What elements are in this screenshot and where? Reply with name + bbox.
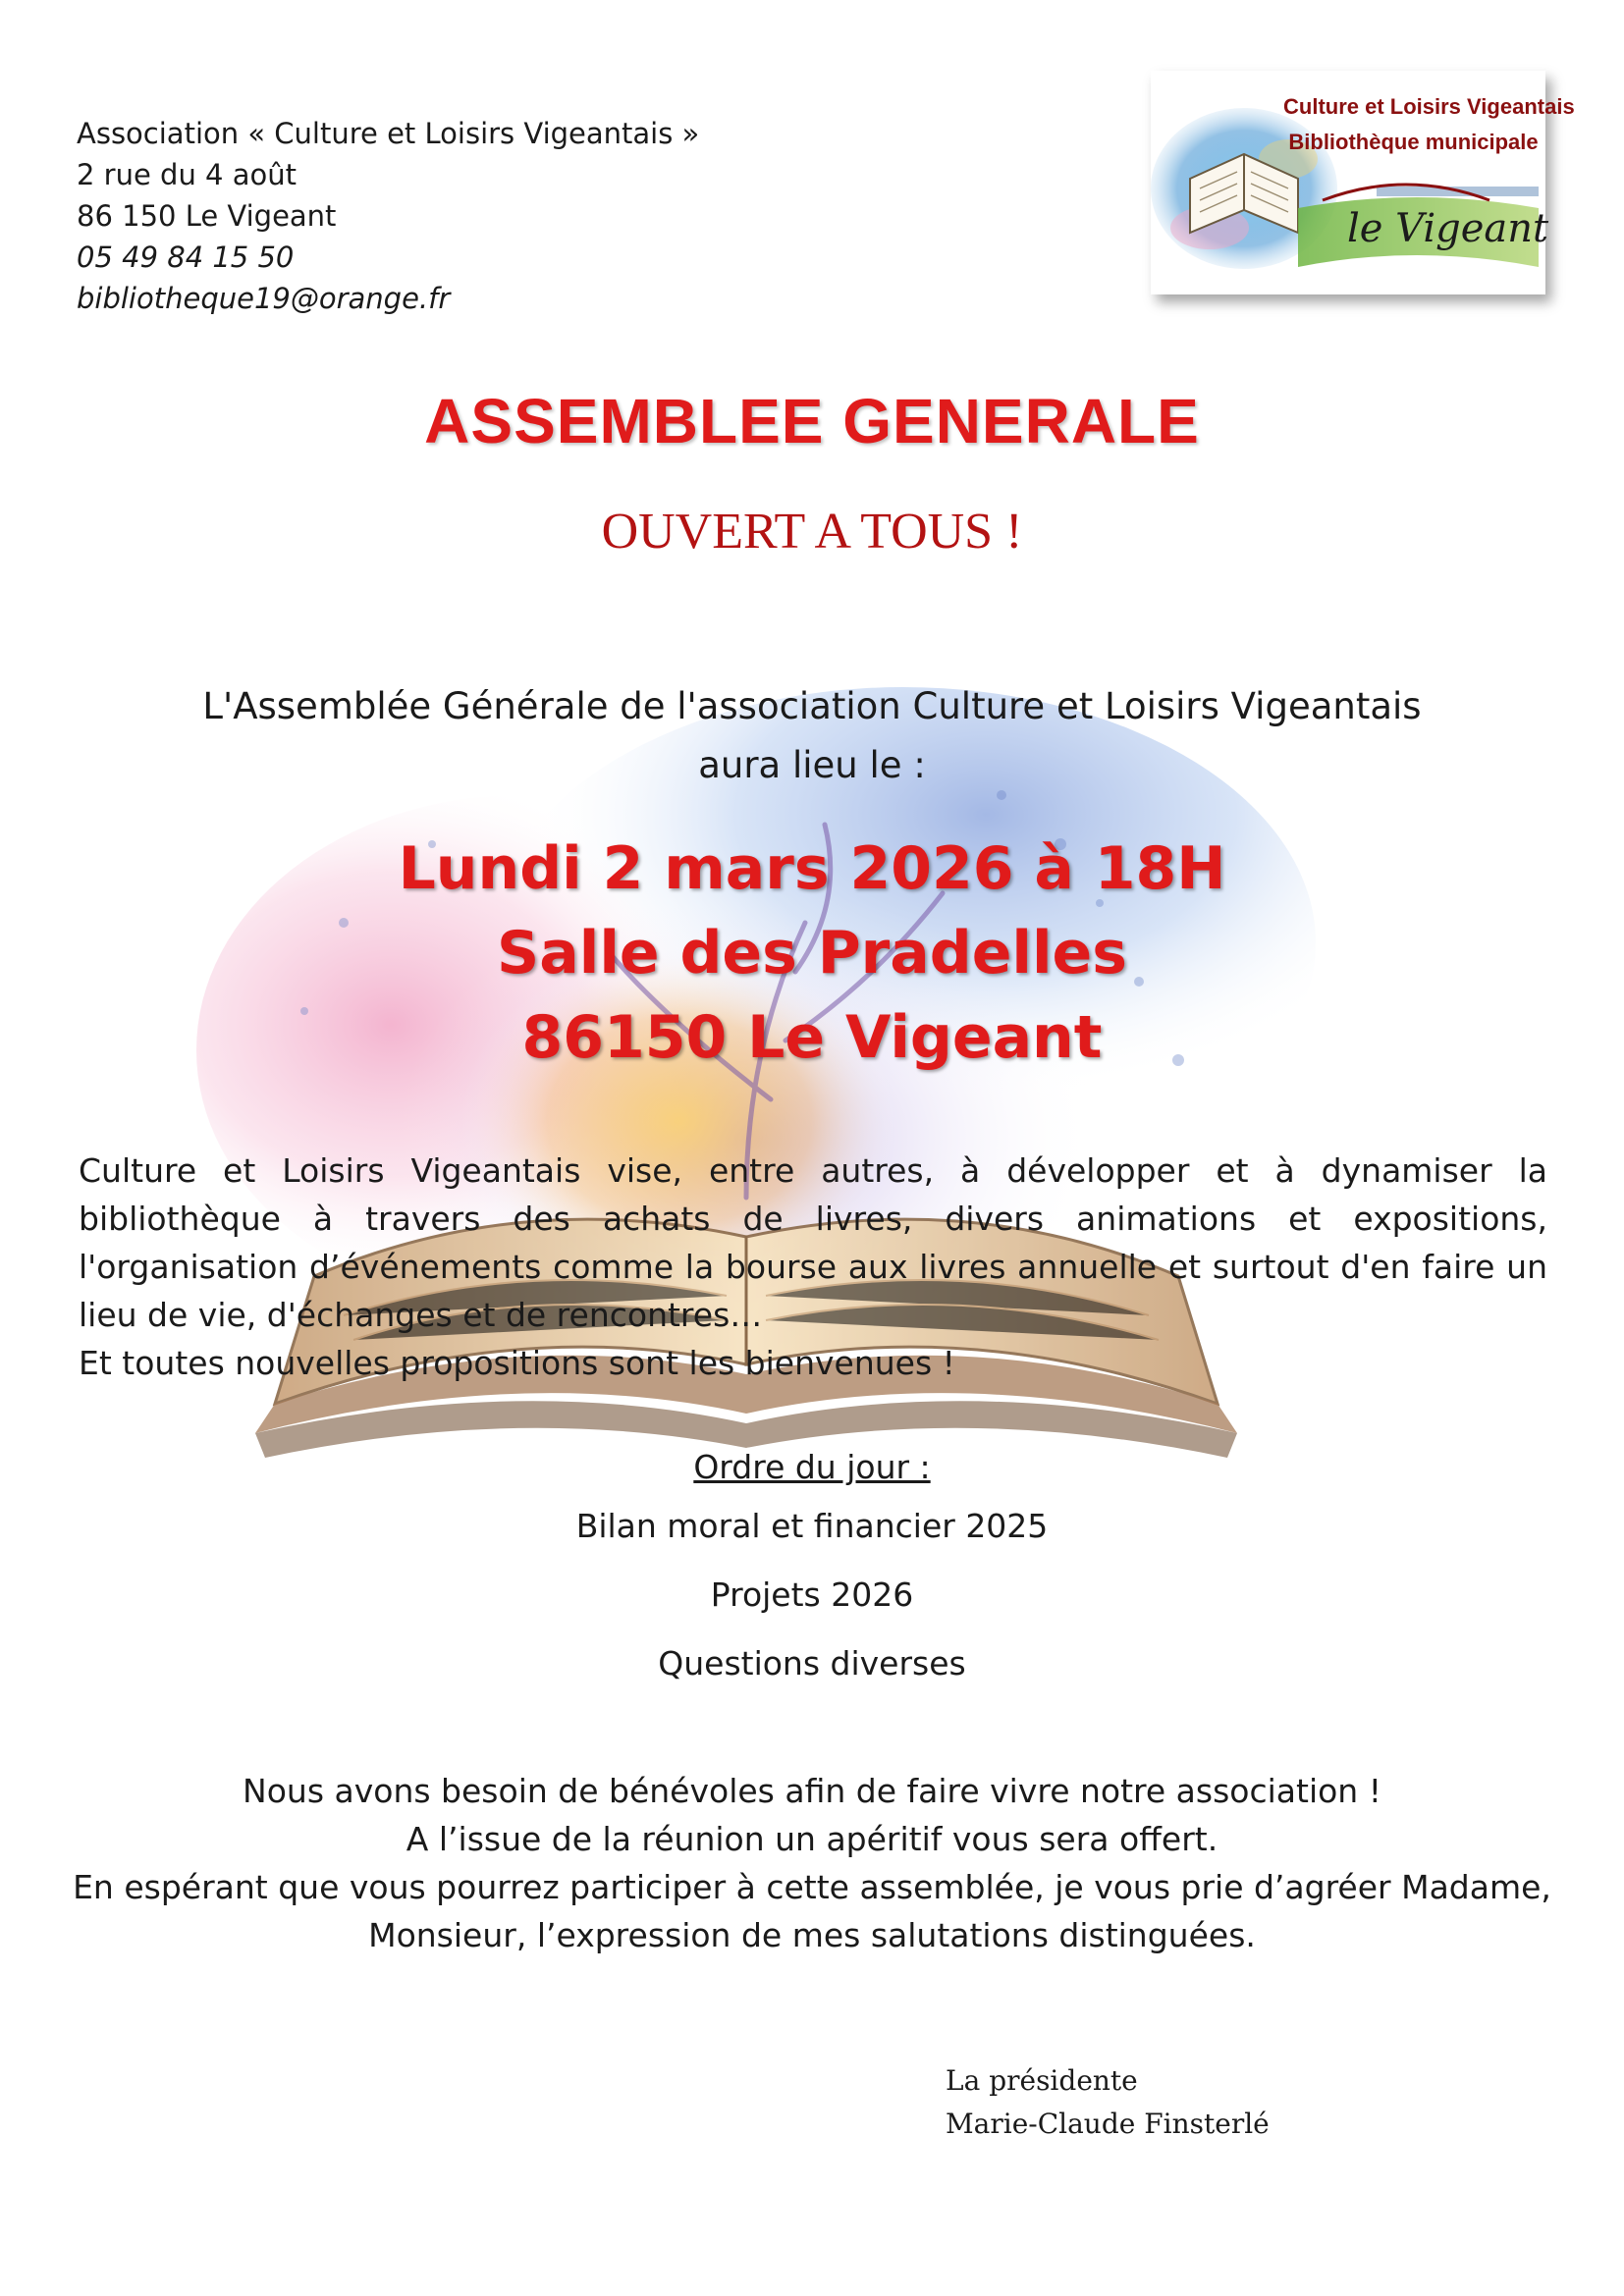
postal-address: 86 150 Le Vigeant: [77, 199, 337, 233]
closing-line-1: Nous avons besoin de bénévoles afin de faire vivre notre association !: [243, 1772, 1381, 1810]
page-title: ASSEMBLEE GENERALE: [424, 386, 1200, 456]
description-paragraph: Culture et Loisirs Vigeantais vise, entre autres, à développer et à dynamiser la bibliothèque à travers des achats de livres, divers animations et expositions, l'organisation d’événements comme la bourse aux livres annuelle et surtout d'en faire un lieu de vie, d'échanges et de rencontres…: [79, 1151, 1547, 1334]
event-details: [0, 827, 1624, 1080]
closing-text: [0, 1767, 1624, 1959]
logo-town-script: le Vigeant: [1347, 206, 1549, 251]
logo-library-name: Bibliothèque municipale: [1288, 130, 1539, 154]
description-block: [79, 1147, 1547, 1387]
signature-block: [946, 2059, 1270, 2146]
closing-line-3: En espérant que vous pourrez participer à cette assemblée, je vous prie d’agréer Madame,: [73, 1868, 1551, 1906]
agenda-heading: Ordre du jour :: [693, 1448, 931, 1486]
agenda: [0, 1443, 1624, 1698]
logo-association-name: Culture et Loisirs Vigeantais: [1283, 94, 1575, 119]
agenda-item: Projets 2026: [710, 1575, 914, 1614]
closing-line-4: Monsieur, l’expression de mes salutations distinguées.: [368, 1916, 1256, 1954]
signature-role: La présidente: [946, 2064, 1138, 2097]
intro-line-2: aura lieu le :: [698, 744, 926, 786]
event-date: Lundi 2 mars 2026 à 18H: [398, 834, 1226, 903]
address-block: [77, 113, 699, 319]
event-venue: Salle des Pradelles: [497, 919, 1127, 988]
signature-name: Marie-Claude Finsterlé: [946, 2108, 1270, 2140]
agenda-item: Questions diverses: [658, 1644, 966, 1682]
street-address: 2 rue du 4 août: [77, 158, 297, 191]
association-name: Association « Culture et Loisirs Vigeantais »: [77, 117, 700, 150]
event-town: 86150 Le Vigeant: [521, 1003, 1103, 1072]
description-closing: Et toutes nouvelles propositions sont les bienvenues !: [79, 1344, 955, 1382]
closing-line-2: A l’issue de la réunion un apéritif vous sera offert.: [406, 1820, 1218, 1858]
email-address: bibliotheque19@orange.fr: [77, 282, 451, 315]
intro-line-1: L'Assemblée Générale de l'association Culture et Loisirs Vigeantais: [202, 685, 1422, 727]
library-logo: [1151, 71, 1575, 294]
intro-text: [0, 677, 1624, 795]
agenda-item: Bilan moral et financier 2025: [575, 1507, 1049, 1545]
phone-number: 05 49 84 15 50: [77, 240, 295, 274]
page-subtitle: OUVERT A TOUS !: [601, 504, 1023, 560]
